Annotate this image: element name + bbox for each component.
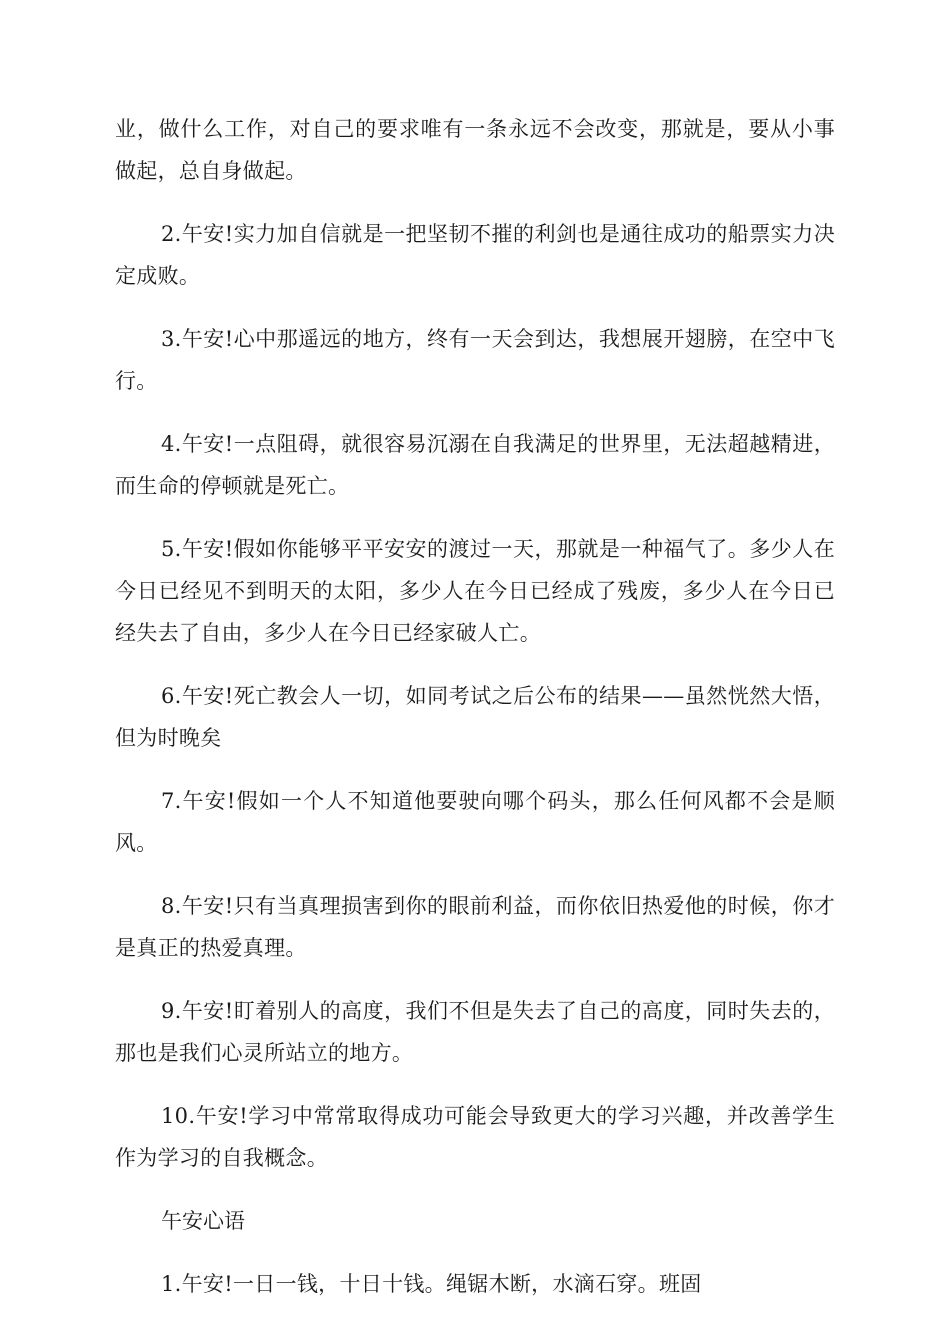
paragraph-item-3: 3.午安!心中那遥远的地方，终有一天会到达，我想展开翅膀，在空中飞行。 [115,327,835,393]
paragraph-item-8: 8.午安!只有当真理损害到你的眼前利益，而你依旧热爱他的时候，你才是真正的热爱真理。 [115,894,835,960]
paragraph-item-7: 7.午安!假如一个人不知道他要驶向哪个码头，那么任何风都不会是顺风。 [115,789,835,855]
section-paragraph-1: 1.午安!一日一钱，十日十钱。绳锯木断，水滴石穿。班固 [161,1272,702,1296]
paragraph-item-10: 10.午安!学习中常常取得成功可能会导致更大的学习兴趣，并改善学生作为学习的自我概念。 [115,1104,835,1170]
paragraph-item-9: 9.午安!盯着别人的高度，我们不但是失去了自己的高度，同时失去的，那也是我们心灵所站立的地方。 [115,999,835,1065]
section-heading: 午安心语 [161,1209,245,1233]
document-page [115,108,835,1326]
paragraph-item-4: 4.午安!一点阻碍，就很容易沉溺在自我满足的世界里，无法超越精进，而生命的停顿就是死亡。 [115,432,835,498]
paragraph-item-2: 2.午安!实力加自信就是一把坚韧不摧的利剑也是通往成功的船票实力决定成败。 [115,222,835,288]
paragraph-item-6: 6.午安!死亡教会人一切，如同考试之后公布的结果——虽然恍然大悟，但为时晚矣 [115,684,835,750]
paragraph-continued: 业，做什么工作，对自己的要求唯有一条永远不会改变，那就是，要从小事做起，总自身做起。 [115,117,835,183]
paragraph-item-5: 5.午安!假如你能够平平安安的渡过一天，那就是一种福气了。多少人在今日已经见不到明天的太阳，多少人在今日已经成了残废，多少人在今日已经失去了自由，多少人在今日已经家破人亡。 [115,537,835,645]
